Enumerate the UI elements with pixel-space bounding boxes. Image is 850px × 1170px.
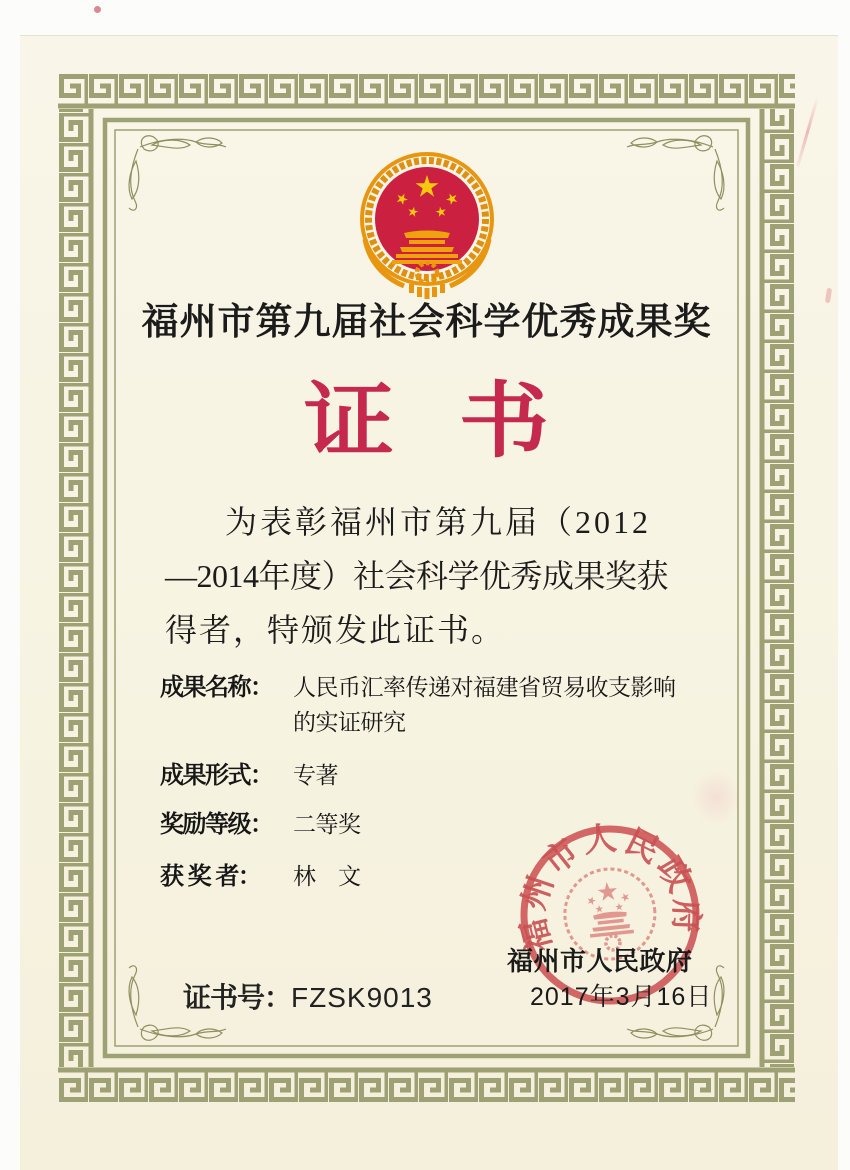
field-achievement-form <box>160 758 338 793</box>
field-achievement-name <box>160 670 676 740</box>
certificate-paper <box>20 35 838 1170</box>
meander-band-right <box>759 109 795 1067</box>
field-value-line: 的实证研究 <box>293 709 406 735</box>
corner-flourish-top-left <box>129 136 226 210</box>
seal-ring-text: 福州市人民政府 <box>515 820 704 956</box>
field-value-line: 人民币汇率传递对福建省贸易收支影响 <box>293 674 676 700</box>
certificate-title-char: 证 <box>304 376 395 467</box>
meander-band-top <box>58 73 795 109</box>
emblem-fringe <box>409 284 445 299</box>
citation-line: 得者，特颁发此证书。 <box>165 612 506 648</box>
award-title: 福州市第九届社会科学优秀成果奖 <box>141 302 712 343</box>
corner-flourish-top-right <box>627 136 724 210</box>
certificate-number-label: 证书号： <box>183 982 292 1013</box>
meander-band-bottom <box>58 1067 795 1103</box>
field-label: 奖励等级： <box>160 811 273 838</box>
meander-band-left <box>58 109 94 1067</box>
certificate-number <box>183 976 433 1016</box>
issue-date: 2017年3月16日 <box>530 983 713 1011</box>
field-award-grade <box>160 807 361 842</box>
field-label: 获 奖 者： <box>160 863 261 890</box>
citation-line: 为表彰福州市第九届（2012 <box>225 504 652 540</box>
citation-paragraph <box>165 495 687 657</box>
certificate-title-char: 书 <box>458 376 549 467</box>
field-label: 成果形式： <box>160 762 273 789</box>
field-value <box>293 670 676 740</box>
citation-line: —2014年度）社会科学优秀成果奖获 <box>165 558 669 594</box>
field-value: 二等奖 <box>293 811 361 837</box>
field-winner <box>160 859 361 894</box>
national-emblem-icon <box>352 149 502 299</box>
certificate-number-value: FZSK9013 <box>291 982 433 1013</box>
scan-artifact <box>94 6 101 13</box>
certificate-title <box>58 374 795 470</box>
field-value: 专著 <box>293 762 338 788</box>
issuer-name: 福州市人民政府 <box>507 946 693 976</box>
field-label: 成果名称： <box>160 674 273 701</box>
field-value: 林 文 <box>293 863 361 889</box>
